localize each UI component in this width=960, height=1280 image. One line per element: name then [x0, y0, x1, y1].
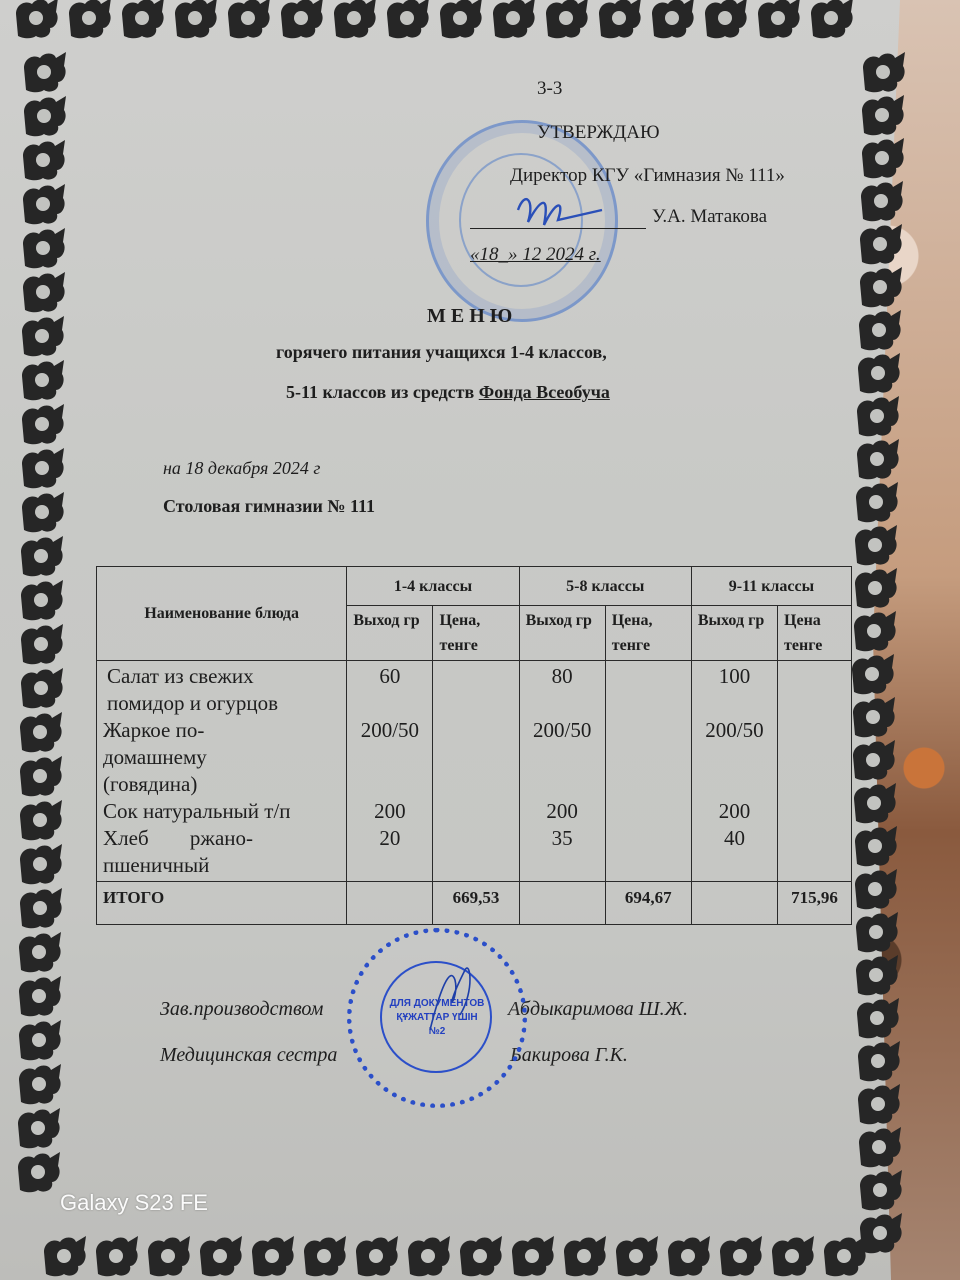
total-yield-9-11 — [691, 882, 777, 925]
flower-ornament-icon — [144, 1234, 192, 1278]
flower-ornament-icon — [858, 93, 906, 137]
flower-ornament-icon — [19, 182, 67, 226]
flower-ornament-icon — [855, 308, 903, 352]
camera-watermark: Galaxy S23 FE — [60, 1190, 208, 1215]
flower-ornament-icon — [14, 1106, 62, 1150]
flower-ornament-icon — [768, 1234, 816, 1278]
header-price: Цена, тенге — [433, 606, 519, 661]
flower-ornament-icon — [17, 534, 65, 578]
yield-value: 20 — [379, 826, 401, 850]
flower-ornament-icon — [92, 1234, 140, 1278]
yield-value: 60 — [379, 664, 401, 688]
flower-ornament-icon — [851, 566, 899, 610]
yield-value: 35 — [551, 826, 573, 850]
stamp-line: ДЛЯ ДОКУМЕНТОВ — [389, 998, 485, 1009]
flower-ornament-icon — [17, 622, 65, 666]
price-1-4 — [433, 661, 519, 882]
flower-ornament-icon — [12, 0, 60, 40]
flower-ornament-icon — [853, 437, 901, 481]
flower-ornament-icon — [848, 652, 896, 696]
yield-value: 100 — [718, 664, 751, 688]
flower-ornament-icon — [851, 867, 899, 911]
flower-ornament-icon — [560, 1234, 608, 1278]
signature-name-production: Абдыкаримова Ш.Ж. — [508, 998, 688, 1020]
menu-subtitle-line1: горячего питания учащихся 1-4 классов, — [276, 342, 607, 362]
yield-value: 200 — [546, 799, 578, 823]
fund-name: Фонда Всеобуча — [478, 382, 610, 402]
flower-ornament-icon — [859, 50, 907, 94]
total-yield-5-8 — [519, 882, 605, 925]
approval-heading: УТВЕРЖДАЮ — [537, 122, 660, 143]
flower-ornament-icon — [436, 0, 484, 40]
canteen-name: Столовая гимназии № 111 — [163, 496, 375, 516]
total-price-1-4: 669,53 — [433, 882, 519, 925]
menu-date: на 18 декабря 2024 г — [163, 458, 321, 478]
flower-ornament-icon — [17, 666, 65, 710]
flower-ornament-icon — [15, 1062, 63, 1106]
flower-ornament-icon — [16, 710, 64, 754]
flower-ornament-icon — [18, 446, 66, 490]
flower-ornament-icon — [595, 0, 643, 40]
dish-names-cell — [97, 661, 347, 882]
flower-ornament-icon — [224, 0, 272, 40]
flower-ornament-icon — [856, 1211, 904, 1255]
header-group-5-8: 5-8 классы — [519, 567, 691, 606]
flower-ornament-icon — [853, 394, 901, 438]
approval-position: Директор КГУ «Гимназия № 111» — [510, 165, 785, 186]
flower-ornament-icon — [118, 0, 166, 40]
flower-ornament-icon — [352, 1234, 400, 1278]
flower-ornament-icon — [754, 0, 802, 40]
flower-ornament-icon — [18, 314, 66, 358]
flower-ornament-icon — [852, 480, 900, 524]
header-group-9-11: 9-11 классы — [691, 567, 851, 606]
flower-ornament-icon — [20, 50, 68, 94]
yields-9-11 — [691, 661, 777, 882]
flower-ornament-icon — [807, 0, 855, 40]
header-yield: Выход гр — [519, 606, 605, 661]
signature-scribble-bottom — [420, 960, 480, 1040]
yield-value: 200/50 — [705, 718, 764, 742]
yield-value: 200/50 — [532, 718, 592, 742]
signature-name-nurse: Бакирова Г.К. — [510, 1044, 628, 1066]
total-price-5-8: 694,67 — [605, 882, 691, 925]
yield-value: 40 — [723, 826, 745, 850]
yield-value: 200 — [718, 799, 751, 823]
flower-ornament-icon — [489, 0, 537, 40]
flower-ornament-icon — [16, 798, 64, 842]
stamp-line: ҚҰЖАТТАР ҮШІН — [396, 1012, 478, 1023]
header-price: Цена тенге — [778, 606, 852, 661]
total-price-9-11: 715,96 — [778, 882, 852, 925]
yields-1-4 — [347, 661, 433, 882]
flower-ornament-icon — [15, 1018, 63, 1062]
flower-ornament-icon — [248, 1234, 296, 1278]
flower-ornament-icon — [300, 1234, 348, 1278]
header-price: Цена, тенге — [605, 606, 691, 661]
yield-value: 200 — [374, 799, 406, 823]
flower-ornament-icon — [19, 226, 67, 270]
flower-ornament-icon — [612, 1234, 660, 1278]
menu-subtitle-line2 — [286, 382, 610, 403]
flower-ornament-icon — [383, 0, 431, 40]
table-row-total — [97, 882, 852, 925]
header-dish-name: Наименование блюда — [97, 567, 347, 661]
flower-ornament-icon — [19, 270, 67, 314]
menu-title: М Е Н Ю — [427, 305, 513, 327]
dish-name: Жаркое по-домашнему (говядина) — [103, 718, 207, 796]
flower-ornament-icon — [854, 1039, 902, 1083]
signature-role-production: Зав.производством — [160, 998, 324, 1020]
price-5-8 — [605, 661, 691, 882]
dish-name: Хлеб ржано-пшеничный — [103, 826, 253, 877]
flower-ornament-icon — [19, 138, 67, 182]
signature-scribble — [510, 180, 610, 235]
flower-ornament-icon — [854, 351, 902, 395]
flower-ornament-icon — [849, 695, 897, 739]
flower-ornament-icon — [18, 358, 66, 402]
flower-ornament-icon — [856, 265, 904, 309]
flower-ornament-icon — [851, 824, 899, 868]
approval-signatory: У.А. Матакова — [652, 206, 768, 227]
flower-ornament-icon — [648, 0, 696, 40]
flower-ornament-icon — [16, 754, 64, 798]
flower-ornament-icon — [855, 1125, 903, 1169]
approval-date: «18_» 12 2024 г. — [470, 244, 601, 265]
flower-ornament-icon — [849, 738, 897, 782]
table-row-dishes — [97, 661, 852, 882]
flower-ornament-icon — [65, 0, 113, 40]
flower-ornament-icon — [508, 1234, 556, 1278]
flower-ornament-icon — [858, 136, 906, 180]
flower-ornament-icon — [16, 842, 64, 886]
flower-ornament-icon — [851, 523, 899, 567]
menu-subtitle-prefix: 5-11 классов из средств — [286, 382, 479, 402]
flower-ornament-icon — [330, 0, 378, 40]
total-yield-1-4 — [347, 882, 433, 925]
yield-value: 80 — [551, 664, 573, 688]
flower-ornament-icon — [852, 953, 900, 997]
yield-value: 200/50 — [360, 718, 420, 742]
flower-ornament-icon — [542, 0, 590, 40]
header-yield: Выход гр — [691, 606, 777, 661]
flower-ornament-icon — [18, 402, 66, 446]
dish-name: Сок натуральный т/п — [103, 799, 291, 823]
flower-ornament-icon — [853, 996, 901, 1040]
flower-ornament-icon — [856, 222, 904, 266]
flower-ornament-icon — [852, 910, 900, 954]
flower-ornament-icon — [17, 578, 65, 622]
flower-ornament-icon — [850, 609, 898, 653]
menu-table — [96, 566, 852, 925]
flower-ornament-icon — [456, 1234, 504, 1278]
flower-ornament-icon — [15, 974, 63, 1018]
dish-name: Салат из свежих помидор и огурцов — [107, 664, 279, 715]
page-code: 3-3 — [537, 78, 563, 99]
flower-ornament-icon — [14, 1150, 62, 1194]
table-header-row-groups — [97, 567, 852, 606]
yields-5-8 — [519, 661, 605, 882]
flower-ornament-icon — [404, 1234, 452, 1278]
flower-ornament-icon — [701, 0, 749, 40]
flower-ornament-icon — [40, 1234, 88, 1278]
flower-ornament-icon — [856, 1168, 904, 1212]
flower-ornament-icon — [716, 1234, 764, 1278]
flower-ornament-icon — [20, 94, 68, 138]
price-9-11 — [778, 661, 852, 882]
flower-ornament-icon — [18, 490, 66, 534]
stamp-line: №2 — [428, 1026, 446, 1037]
signature-role-nurse: Медицинская сестра — [160, 1044, 338, 1066]
flower-ornament-icon — [857, 179, 905, 223]
flower-ornament-icon — [196, 1234, 244, 1278]
header-yield: Выход гр — [347, 606, 433, 661]
flower-ornament-icon — [664, 1234, 712, 1278]
flower-ornament-icon — [277, 0, 325, 40]
flower-ornament-icon — [16, 886, 64, 930]
flower-ornament-icon — [171, 0, 219, 40]
flower-ornament-icon — [854, 1082, 902, 1126]
flower-ornament-icon — [15, 930, 63, 974]
total-label: ИТОГО — [97, 882, 347, 925]
header-group-1-4: 1-4 классы — [347, 567, 519, 606]
flower-ornament-icon — [850, 781, 898, 825]
